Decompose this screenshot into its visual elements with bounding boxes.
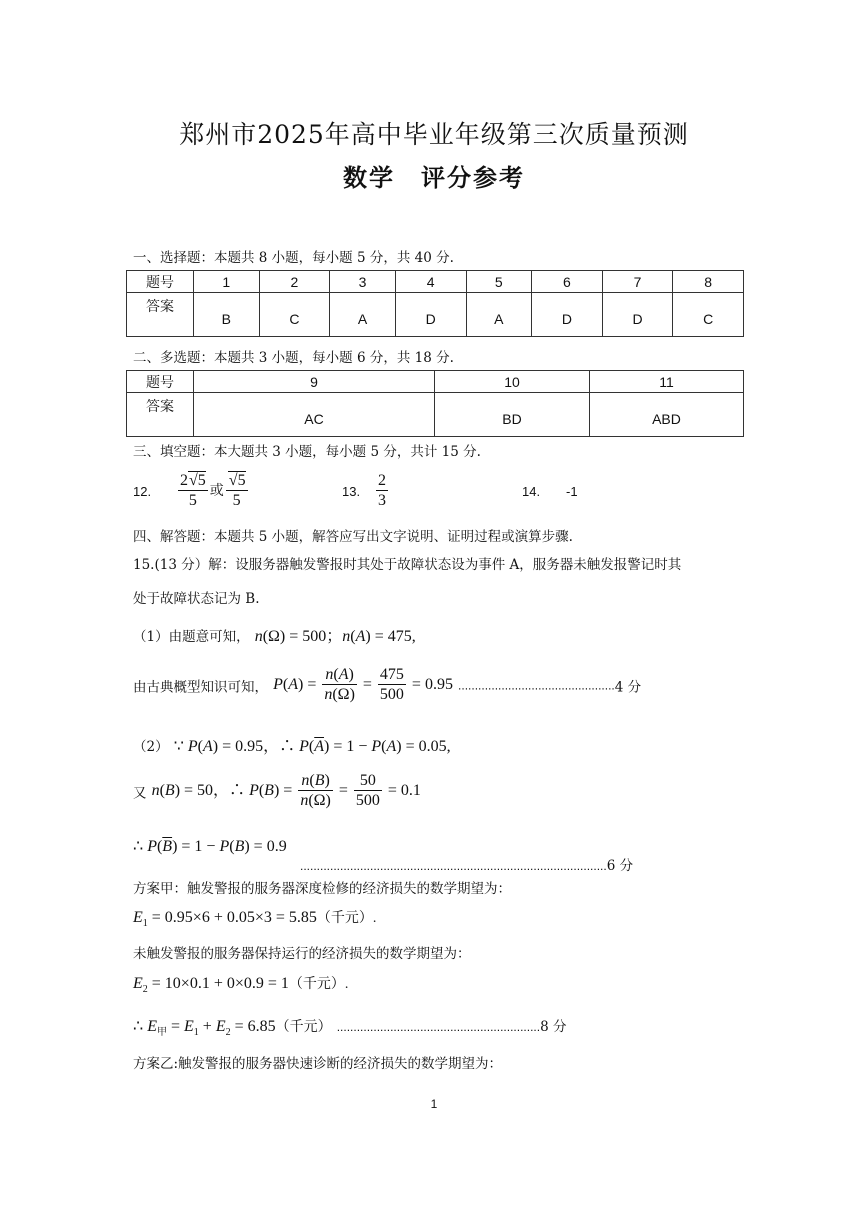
section3-heading: 三、填空题：本大题共 3 小题，每小题 5 分，共计 15 分. xyxy=(133,444,481,460)
answer-cell: B xyxy=(194,293,260,337)
plan-a-text: 方案甲：触发警报的服务器深度检修的经济损失的数学期望为： xyxy=(133,881,511,897)
pbbar-math: ∴ $P(\overline{B}) = 1 - P(B) = 0.9$ xyxy=(133,838,287,855)
q14-answer: -1 xyxy=(566,484,578,499)
row-label-answer: 答案 xyxy=(127,393,194,437)
nb-prefix: 又 xyxy=(133,785,147,802)
page-title: 郑州市2025年高中毕业年级第三次质量预测 xyxy=(179,120,689,149)
question-number: 6 xyxy=(532,271,603,293)
answer-cell: ABD xyxy=(590,393,744,437)
part2-prefix: （2） xyxy=(133,739,169,755)
answer-cell: C xyxy=(259,293,330,337)
dot-leader: ............................................................................................ xyxy=(300,859,607,873)
part1-line xyxy=(133,623,416,646)
classical-math: P(A) = $\frac{n(A)}{n(\Omega)}$ = $\frac{475}{500}$ = 0.95 xyxy=(273,666,453,703)
nb-line xyxy=(133,772,421,811)
answer-cell: C xyxy=(673,293,744,337)
section2-heading: 二、多选题：本题共 3 小题，每小题 6 分，共 18 分. xyxy=(133,350,454,366)
classical-prefix: 由古典概型知识可知， xyxy=(133,679,268,696)
e1-math: $E_1 = 0.95\times 6 + 0.05\times 3 = 5.85$（千元）. xyxy=(133,909,377,930)
q13-label: 13. xyxy=(342,484,361,499)
score-8: 8 分 xyxy=(540,1019,567,1035)
score-4: 4 分 xyxy=(614,679,642,696)
answer-cell: D xyxy=(532,293,603,337)
question-number: 7 xyxy=(602,271,673,293)
plan-b-text: 方案乙:触发警报的服务器快速诊断的经济损失的数学期望为： xyxy=(133,1056,503,1072)
score6-line xyxy=(300,854,633,874)
answer-cell: AC xyxy=(194,393,435,437)
ejia-line xyxy=(133,1015,566,1038)
row-label-answer: 答案 xyxy=(127,293,194,337)
row-label-question: 题号 xyxy=(127,271,194,293)
untriggered-text: 未触发警报的服务器保持运行的经济损失的数学期望为： xyxy=(133,946,471,962)
or-word: 或 xyxy=(209,484,224,500)
score-6: 6 分 xyxy=(606,858,634,874)
question-number: 8 xyxy=(673,271,744,293)
e2-math: $E_2 = 10\times 0.1 + 0\times 0.9 = 1$（千元）. xyxy=(133,975,349,996)
question-number: 10 xyxy=(435,371,590,393)
row-label-question: 题号 xyxy=(127,371,194,393)
q12-label: 12. xyxy=(133,484,152,499)
question-number: 4 xyxy=(395,271,466,293)
question-number: 3 xyxy=(330,271,396,293)
fraction: $\frac{2}{3}$ xyxy=(378,472,386,509)
question-number: 11 xyxy=(590,371,744,393)
page-number: 1 xyxy=(430,1097,438,1111)
answer-cell: BD xyxy=(435,393,590,437)
q14-label: 14. xyxy=(522,484,541,499)
answer-cell: D xyxy=(395,293,466,337)
question-number: 5 xyxy=(466,271,532,293)
part1-prefix: （1）由题意可知， xyxy=(133,629,250,645)
part1-math: n(Ω) = 500；n(A) = 475, xyxy=(254,628,416,645)
multi-choice-answer-table xyxy=(126,370,744,437)
problem15-line1: 15.(13 分）解：设服务器触发警报时其处于故障状态设为事件 A，服务器未触发报警记时其 xyxy=(133,557,682,573)
classical-line xyxy=(133,666,641,705)
q13-answer xyxy=(374,472,390,511)
fraction: $\frac{√5}{5}$ xyxy=(226,472,248,511)
fraction: $\frac{2√5}{5}$ xyxy=(180,472,206,509)
answer-cell: A xyxy=(466,293,532,337)
section1-heading: 一、选择题：本题共 8 小题，每小题 5 分，共 40 分. xyxy=(133,250,454,266)
answer-cell: D xyxy=(602,293,673,337)
part2-line xyxy=(133,733,451,756)
choice-answer-table xyxy=(126,270,744,337)
problem15-line2: 处于故障状态记为 B. xyxy=(133,591,260,607)
nb-math: n(B) = 50，∴ P(B) = $\frac{n(B)}{n(\Omega)}$ = $\frac{50}{500}$ = 0.1 xyxy=(151,772,421,809)
section4-heading: 四、解答题：本题共 5 小题，解答应写出文字说明、证明过程或演算步骤. xyxy=(133,529,573,545)
dot-leader: ............................................... xyxy=(458,678,615,693)
answer-cell: A xyxy=(330,293,396,337)
question-number: 9 xyxy=(194,371,435,393)
dot-leader: ............................................................. xyxy=(336,1020,541,1034)
ejia-math: ∴ $E_甲 = E_1 + E_2 = 6.85$（千元） xyxy=(133,1018,332,1039)
page-subtitle: 数学 评分参考 xyxy=(343,163,525,192)
q12-answer xyxy=(176,472,250,511)
question-number: 1 xyxy=(194,271,260,293)
part2-math: ∵ P(A) = 0.95，∴ $P(\overline{A}) = 1 - P(A) = 0.05$, xyxy=(173,738,451,755)
question-number: 2 xyxy=(259,271,330,293)
